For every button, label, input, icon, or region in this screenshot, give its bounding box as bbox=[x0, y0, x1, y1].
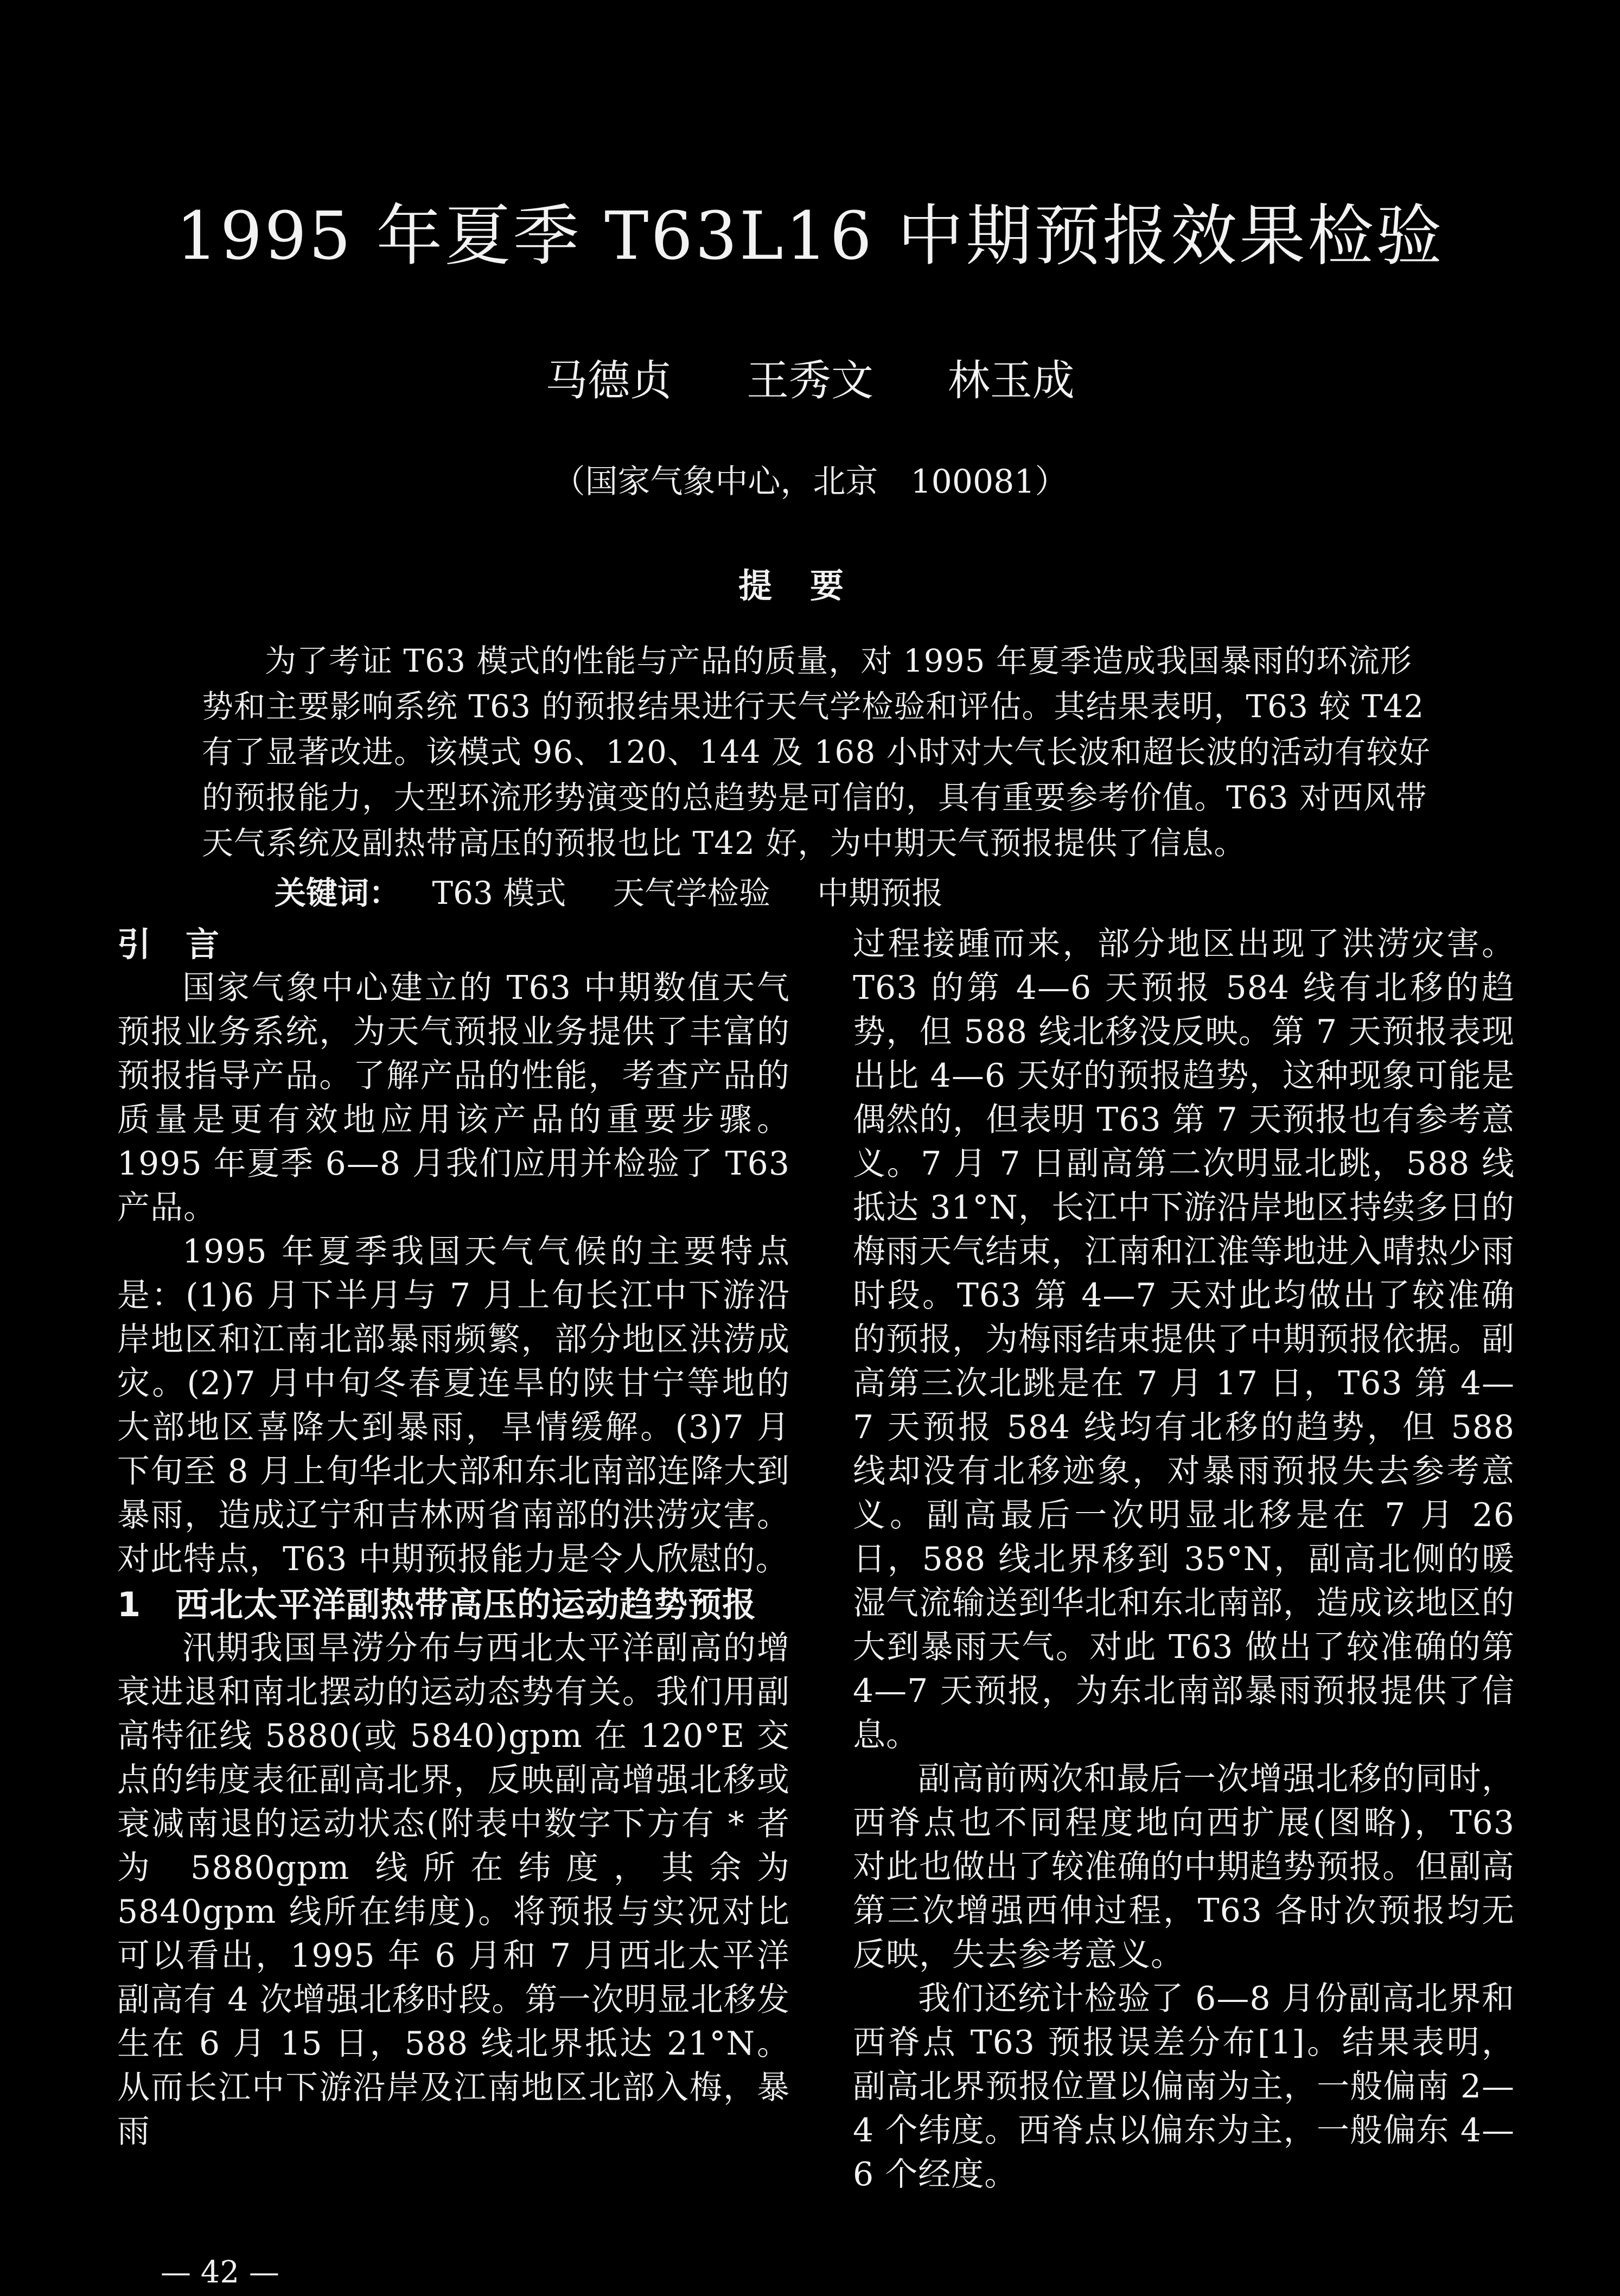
keywords bbox=[275, 870, 980, 916]
keyword: T63 模式 bbox=[432, 875, 566, 911]
body-paragraph: 过程接踵而来，部分地区出现了洪涝灾害。T63 的第 4—6 天预报 584 线有北移的趋势，但 588 线北移没反映。第 7 天预报表现出比 4—6 天好的预报趋势，这种现象可能是偶然的，但表明 T63 第 7 天预报也有参考意义。7 月 7 日副高第二次明显北跳，588 线抵达 31°N，长江中下游沿岸地区持续多日的梅雨天气结束，江南和江淮等地进入晴热少雨时段。T63 第 4—7 天对此均做出了较准确的预报，为梅雨结束提供了中期预报依据。副高第三次北跳是在 7 月 17 日，T63 第 4—7 天预报 584 线均有北移的趋势，但 588 线却没有北移迹象，对暴雨预报失去参考意义。副高最后一次明显北移是在 7 月 26 日，588 线北界移到 35°N，副高北侧的暖湿气流输送到华北和东北南部，造成该地区的大到暴雨天气。对此 T63 做出了较准确的第 4—7 天预报，为东北南部暴雨预报提供了信息。 bbox=[853, 925, 1515, 1754]
body-paragraph: 副高前两次和最后一次增强北移的同时，西脊点也不同程度地向西扩展(图略)，T63 对此也做出了较准确的中期趋势预报。但副高第三次增强西伸过程，T63 各时次预报均无反映，失去参考意义。 bbox=[853, 1760, 1515, 1974]
body-paragraph: 我们还统计检验了 6—8 月份副高北界和西脊点 T63 预报误差分布[1]。结果表明，副高北界预报位置以偏南为主，一般偏南 2—4 个纬度。西脊点以偏东为主，一般偏东 4—6 个经度。 bbox=[853, 1980, 1515, 2193]
author-list bbox=[0, 354, 1620, 408]
author-name: 王秀文 bbox=[746, 356, 873, 405]
paper-title: 1995 年夏季 T63L16 中期预报效果检验 bbox=[176, 197, 1444, 275]
abstract-text: 为了考证 T63 模式的性能与产品的质量，对 1995 年夏季造成我国暴雨的环流形势和主要影响系统 T63 的预报结果进行天气学检验和评估。其结果表明，T63 较 T42 有了显著改进。该模式 96、120、144 及 168 小时对大气长波和超长波的活动有较好的预报能力，大型环流形势演变的总趋势是可信的，具有重要参考价值。T63 对西风带天气系统及副热带高压的预报也比 T42 好，为中期天气预报提供了信息。 bbox=[202, 642, 1431, 862]
keyword: 天气学检验 bbox=[613, 875, 770, 911]
section-1-heading: 1 西北太平洋副热带高压的运动趋势预报 bbox=[117, 1585, 757, 1624]
author-name: 马德贞 bbox=[545, 356, 673, 405]
keyword: 中期预报 bbox=[817, 875, 943, 911]
affiliation: （国家气象中心，北京 100081） bbox=[552, 463, 1068, 501]
author-name: 林玉成 bbox=[947, 356, 1075, 405]
left-column bbox=[117, 922, 790, 2154]
right-column bbox=[853, 922, 1515, 2197]
page-number: — 42 — bbox=[161, 2255, 279, 2290]
abstract bbox=[202, 638, 1439, 866]
intro-paragraph: 1995 年夏季我国天气气候的主要特点是：(1)6 月下半月与 7 月上旬长江中下游沿岸地区和江南北部暴雨频繁，部分地区洪涝成灾。(2)7 月中旬冬春夏连旱的陕甘宁等地的大部地区喜降大到暴雨，旱情缓解。(3)7 月下旬至 8 月上旬华北大部和东北南部连降大到暴雨，造成辽宁和吉林两省南部的洪涝灾害。对此特点，T63 中期预报能力是令人欣慰的。 bbox=[117, 1233, 790, 1578]
abstract-heading: 提要 bbox=[738, 566, 882, 605]
section-1-paragraph: 汛期我国旱涝分布与西北太平洋副高的增衰进退和南北摆动的运动态势有关。我们用副高特征线 5880(或 5840)gpm 在 120°E 交点的纬度表征副高北界，反映副高增强北移或衰减南退的运动状态(附表中数字下方有 * 者为 5880gpm 线所在纬度，其余为 5840gpm 线所在纬度)。将预报与实况对比可以看出，1995 年 6 月和 7 月西北太平洋副高有 4 次增强北移时段。第一次明显北移发生在 6 月 15 日，588 线北界抵达 21°N。从而长江中下游沿岸及江南地区北部入梅，暴雨 bbox=[117, 1629, 790, 2151]
intro-paragraph: 国家气象中心建立的 T63 中期数值天气预报业务系统，为天气预报业务提供了丰富的预报指导产品。了解产品的性能，考查产品的质量是更有效地应用该产品的重要步骤。1995 年夏季 6—8 月我们应用并检验了 T63 产品。 bbox=[117, 969, 790, 1227]
keywords-label: 关键词： bbox=[275, 875, 401, 911]
intro-heading: 引 言 bbox=[117, 924, 220, 964]
